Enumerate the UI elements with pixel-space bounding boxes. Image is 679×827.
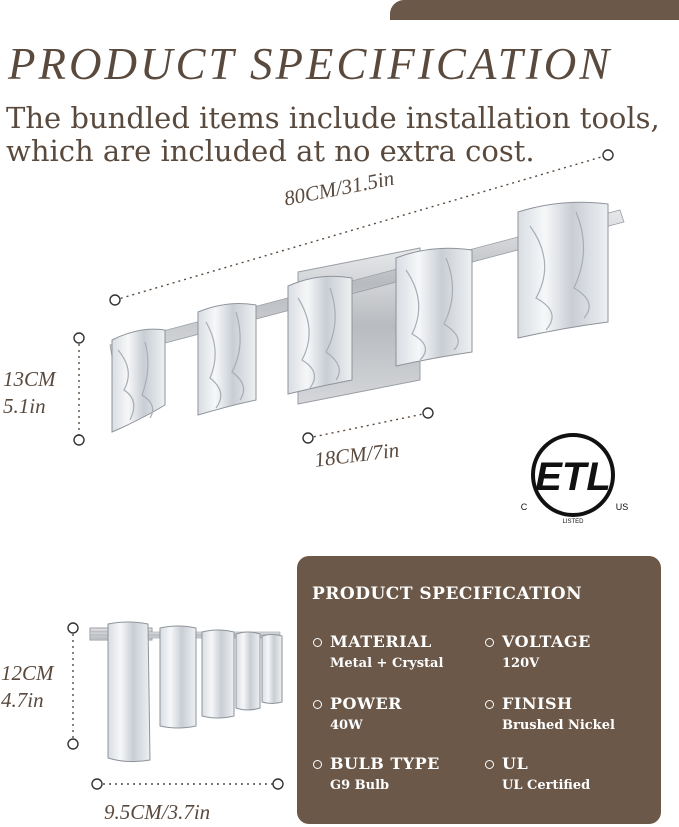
- side-rod: [90, 632, 280, 638]
- glass-shade: [396, 248, 472, 366]
- bullet-circle-icon: [313, 700, 322, 709]
- bullet-circle-icon: [485, 700, 494, 709]
- side-glass-shade: [236, 632, 260, 710]
- spec-label: FINISH: [502, 694, 573, 713]
- glass-height-cm: 13CM: [3, 367, 56, 391]
- dimension-endpoint: [74, 435, 84, 445]
- side-height-cm: 12CM: [1, 661, 54, 685]
- spec-value: 120V: [502, 656, 540, 671]
- spec-value: Brushed Nickel: [502, 718, 615, 733]
- spec-panel-heading: PRODUCT SPECIFICATION: [312, 584, 583, 604]
- dimension-endpoint: [68, 623, 78, 633]
- etl-left-text: C: [520, 502, 528, 512]
- dimension-endpoint: [273, 779, 283, 789]
- glass-shade: [288, 276, 352, 394]
- spec-label: VOLTAGE: [502, 632, 591, 651]
- dimension-endpoint: [68, 739, 78, 749]
- bullet-circle-icon: [485, 760, 494, 769]
- spec-label: POWER: [330, 694, 402, 713]
- side-glass-shade: [160, 626, 196, 728]
- page-title: PRODUCT SPECIFICATION: [8, 39, 613, 89]
- dimension-endpoint: [92, 779, 102, 789]
- side-glass-shade: [262, 635, 282, 704]
- side-glass-shade: [108, 622, 150, 762]
- etl-right-text: US: [615, 502, 628, 512]
- glass-height-label: [3, 366, 56, 420]
- side-backplate: [90, 628, 152, 640]
- side-height-in: 4.7in: [1, 688, 44, 712]
- dimension-endpoint: [74, 333, 84, 343]
- spec-label: UL: [502, 754, 529, 773]
- backplate-dimension-line: [308, 413, 428, 438]
- side-height-label: [1, 660, 54, 714]
- etl-bottom-text: LISTED: [562, 519, 584, 525]
- spec-value: 40W: [330, 718, 363, 733]
- side-depth-label: 9.5CM/3.7in: [104, 800, 211, 824]
- dimension-endpoint: [603, 150, 613, 160]
- subtitle-line-1: The bundled items include installation tools,: [6, 101, 660, 135]
- etl-mark-text: ETL: [535, 455, 611, 499]
- spec-value: G9 Bulb: [330, 778, 390, 793]
- glass-shade: [518, 202, 608, 338]
- dimension-endpoint: [303, 433, 313, 443]
- spec-label: MATERIAL: [330, 632, 432, 651]
- side-glass-shade: [202, 630, 234, 718]
- spec-label: BULB TYPE: [330, 754, 440, 773]
- spec-value: Metal + Crystal: [330, 656, 444, 671]
- dimension-endpoint: [423, 408, 433, 418]
- etl-listed-mark: [518, 430, 628, 530]
- total-width-label: 80CM/31.5in: [282, 165, 396, 211]
- bullet-circle-icon: [313, 638, 322, 647]
- glass-height-in: 5.1in: [3, 394, 46, 418]
- subtitle-line-2: which are included at no extra cost.: [6, 134, 535, 168]
- spec-value: UL Certified: [502, 778, 591, 793]
- bullet-circle-icon: [313, 760, 322, 769]
- spec-panel: [297, 556, 661, 824]
- dimension-endpoint: [110, 295, 120, 305]
- glass-shade: [112, 329, 165, 432]
- backplate-width-label: 18CM/7in: [313, 437, 401, 472]
- glass-shade: [198, 304, 256, 415]
- bullet-circle-icon: [485, 638, 494, 647]
